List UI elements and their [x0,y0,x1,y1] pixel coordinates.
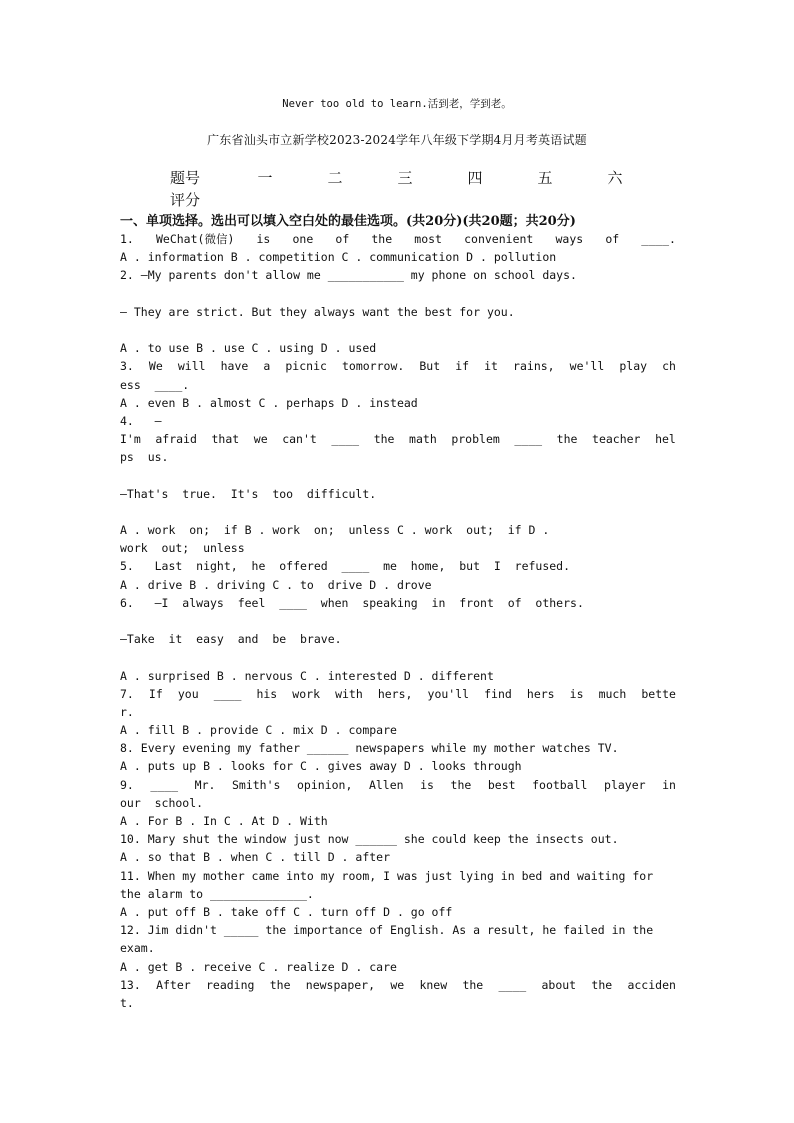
word: is [420,777,434,792]
question-line: A . information B . competition C . communication D . pollution [120,250,557,265]
score-column-2: 二 [327,168,343,187]
score-column-3: 三 [397,168,413,187]
score-table [170,166,650,210]
word: ____ [213,686,242,701]
word: football [532,777,588,792]
word: with [335,686,363,701]
word: After [156,977,191,992]
word: we [253,432,268,447]
exam-title: 广东省汕头市立新学校2023-2024学年八年级下学期4月月考英语试题 [207,133,587,147]
word: ____ [498,977,527,992]
blank-line [120,648,676,666]
question-line: A . even B . almost C . perhaps D . instead [120,395,418,410]
word: acciden [627,977,676,992]
word: 13. [120,977,141,992]
word: Smith's [231,777,281,792]
score-row-label: 评分 [170,190,201,209]
word: If [148,686,163,701]
word: teacher [592,432,641,447]
word: convenient [464,232,534,246]
word: player [604,777,646,792]
word: 1. [120,232,134,246]
question-line: A . to use B . use C . using D . used [120,341,377,356]
question-line: r. [120,704,134,719]
question-line: 4. — [120,413,162,428]
word: knew [419,977,448,992]
blank-line [120,285,676,303]
blank-line [120,466,676,484]
word: will [177,359,206,374]
word: much [598,686,627,701]
word: most [414,232,442,246]
word: a [263,359,271,374]
word: hers, [377,686,413,701]
blank-line [120,321,676,339]
word: in [662,777,676,792]
word: it [484,359,498,374]
question-line: t. [120,995,134,1010]
section-heading: 一、单项选择。选出可以填入空白处的最佳选项。(共20分)(共20题；共20分) [120,214,576,229]
word: we [390,977,405,992]
question-line: A . fill B . provide C . mix D . compare [120,723,397,738]
score-row-question-number [170,166,650,188]
score-column-5: 五 [537,168,553,187]
question-line [120,430,676,448]
word: math [409,432,437,447]
word: find [484,686,512,701]
word: picnic [285,359,327,374]
word: opinion, [297,777,353,792]
score-column-1: 一 [257,168,273,187]
word: ____. [641,232,676,246]
word: newspaper, [305,977,376,992]
word: the [556,432,578,447]
word: one [292,232,314,246]
word: the [373,432,395,447]
word: ____ [331,432,360,447]
word: that [211,432,240,447]
question-line [120,357,676,375]
question-line [120,230,676,248]
question-line: A . For B . In C . At D . With [120,814,328,828]
word: work [292,686,320,701]
question-line: 6. —I always feel ____ when speaking in front of others. [120,595,584,610]
question-line: exam. [120,941,155,956]
word: we'll [569,359,605,374]
question-line: ps us. [120,450,169,465]
word: can't [282,432,317,447]
word: bette [641,686,676,701]
word: the [269,977,291,992]
word: you'll [427,686,470,701]
question-line: 5. Last night, he offered ____ me home, but I refused. [120,559,571,574]
question-line: — They are strict. But they always want the best for you. [120,304,515,319]
word: I'm [120,432,141,447]
score-row-label: 题号 [170,168,201,187]
score-column-4: 四 [467,168,483,187]
word: 3. [120,359,134,374]
score-column-6: 六 [607,168,623,187]
question-line: A . get B . receive C . realize D . care [120,959,397,974]
word: 9. [120,777,134,792]
question-line: A . drive B . driving C . to drive D . drove [120,577,432,592]
question-list [120,230,676,1012]
word: the [462,977,484,992]
word: We [148,359,163,374]
question-line: A . puts up B . looks for C . gives away D . looks through [120,759,522,774]
word: Mr. [194,777,216,792]
word: is [256,232,271,246]
word: rains, [513,359,555,374]
word: Allen [368,777,404,792]
word: the [450,777,472,792]
word: reading [205,977,255,992]
question-line: 12. Jim didn't _____ the importance of English. As a result, he failed in the [120,923,654,938]
word: hers [526,686,555,701]
word: WeChat(微信) [155,232,235,246]
blank-line [120,503,676,521]
question-line: A . work on; if B . work on; unless C . work out; if D . [120,523,550,537]
word: have [220,359,249,374]
question-line: —Take it easy and be brave. [120,632,342,647]
word: ch [662,359,676,374]
blank-line [120,612,676,630]
score-row-score [170,188,650,210]
word: play [619,359,648,374]
question-line: 8. Every evening my father ______ newspapers while my mother watches TV. [120,741,619,756]
word: best [487,777,516,792]
question-line [120,685,676,703]
word: of [335,232,350,246]
word: problem [451,432,500,447]
question-line: ess ____. [120,377,190,392]
word: the [371,232,393,246]
word: about [541,977,577,992]
question-line [120,976,676,994]
word: you [177,686,199,701]
question-line: 10. Mary shut the window just now ______ she could keep the insects out. [120,832,619,847]
word: is [569,686,584,701]
word: of [605,232,620,246]
word: 7. [120,686,134,701]
word: hel [655,432,676,447]
question-line: A . so that B . when C . till D . after [120,850,391,865]
word: tomorrow. [341,359,405,374]
question-line: A . put off B . take off C . turn off D . go off [120,904,453,919]
page-motto: Never too old to learn.活到老，学到老。 [282,98,512,110]
question-line [120,776,676,794]
word: afraid [155,432,197,447]
question-line: 2. —My parents don't allow me ___________ my phone on school days. [120,268,577,283]
word: if [455,359,470,374]
word: ____ [514,432,543,447]
word: ways [555,232,584,246]
question-line: 11. When my mother came into my room, I was just lying in bed and waiting for [120,868,654,883]
word: the [591,977,613,992]
question-line: A . surprised B . nervous C . interested D . different [120,668,494,683]
word: his [256,686,278,701]
word: ____ [150,777,179,792]
question-line: work out; unless [120,541,245,556]
word: But [419,359,441,374]
question-line: —That's true. It's too difficult. [120,486,377,501]
question-line: our school. [120,795,204,810]
question-line: the alarm to ______________. [120,886,314,901]
